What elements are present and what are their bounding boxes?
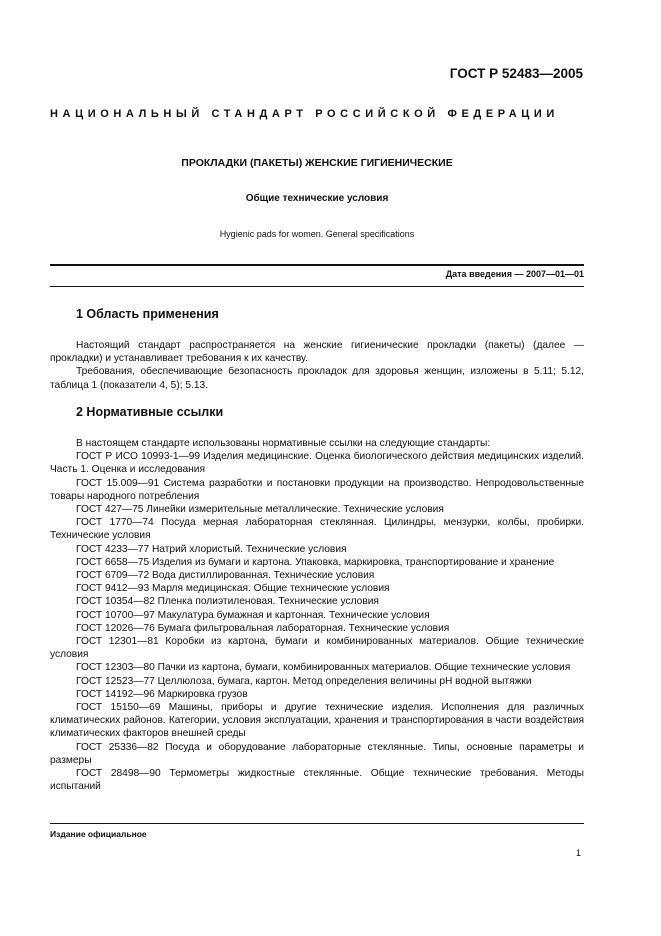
page-number: 1 [575, 848, 581, 858]
reference-item: ГОСТ 427—75 Линейки измерительные металлические. Технические условия [76, 504, 444, 516]
introduction-date: Дата введения — 2007—01—01 [445, 269, 584, 279]
section-2-heading: 2 Нормативные ссылки [76, 405, 224, 419]
reference-item: ГОСТ 15150—69 Машины, приборы и другие технические изделия. Исполнения для различных климатических районов. Категории, условия эксплуатации, хранения и транспортирования в части воздействия климатических факторов внешней среды [50, 702, 584, 740]
reference-item: ГОСТ 12303—80 Пачки из картона, бумаги, комбинированных материалов. Общие технические условия [76, 662, 571, 674]
reference-item: ГОСТ 28498—90 Термометры жидкостные стеклянные. Общие технические требования. Методы испытаний [50, 768, 584, 793]
official-edition-label: Издание официальное [50, 829, 147, 839]
reference-item: ГОСТ 12026—76 Бумага фильтровальная лабораторная. Технические условия [76, 622, 450, 634]
document-code: ГОСТ Р 52483—2005 [449, 66, 583, 81]
document-title: ПРОКЛАДКИ (ПАКЕТЫ) ЖЕНСКИЕ ГИГИЕНИЧЕСКИЕ [181, 157, 453, 169]
reference-item: ГОСТ 9412—93 Марля медицинская. Общие технические условия [76, 583, 390, 595]
reference-item: ГОСТ 6658—75 Изделия из бумаги и картона. Упаковка, маркировка, транспортирование и хранение [76, 556, 555, 568]
footer-rule [50, 823, 584, 824]
reference-item: ГОСТ 14192—96 Маркировка грузов [76, 688, 248, 700]
paragraph: Настоящий стандарт распространяется на женские гигиенические прокладки (пакеты) (далее — прокладки) и устанавливает требования к их качеству. [50, 340, 584, 365]
reference-item: ГОСТ 25336—82 Посуда и оборудование лабораторные стеклянные. Типы, основные параметры и размеры [50, 741, 584, 766]
document-subtitle: Общие технические условия [245, 193, 389, 204]
reference-item: ГОСТ 4233—77 Натрий хлористый. Технические условия [76, 543, 347, 555]
reference-item: ГОСТ 12301—81 Коробки из картона, бумаги и комбинированных материалов. Общие технические условия [50, 636, 584, 661]
section-1-heading: 1 Область применения [76, 307, 219, 321]
national-standard-banner: НАЦИОНАЛЬНЫЙ СТАНДАРТ РОССИЙСКОЙ ФЕДЕРАЦИИ [50, 108, 559, 120]
reference-item: ГОСТ 15.009—91 Система разработки и постановки продукции на производство. Непродовольственные товары народного потребления [50, 477, 584, 502]
reference-item: ГОСТ 12523—77 Целлюлоза, бумага, картон. Метод определения величины pH водной вытяжки [76, 675, 532, 687]
reference-item: ГОСТ 10700—97 Макулатура бумажная и картонная. Технические условия [76, 609, 430, 621]
reference-item: ГОСТ 10354—82 Пленка полиэтиленовая. Технические условия [76, 596, 379, 608]
reference-item: ГОСТ Р ИСО 10993-1—99 Изделия медицинские. Оценка биологического действия медицинских изделий. Часть 1. Оценка и исследования [50, 451, 584, 476]
english-title: Hygienic pads for women. General specifications [219, 229, 415, 239]
paragraph: В настоящем стандарте использованы нормативные ссылки на следующие стандарты: [76, 438, 491, 449]
date-rule [50, 286, 584, 287]
reference-item: ГОСТ 1770—74 Посуда мерная лабораторная стеклянная. Цилиндры, мензурки, колбы, пробирки. Технические условия [50, 517, 584, 542]
section-1-body [50, 339, 584, 392]
section-2-body [50, 437, 584, 793]
reference-item: ГОСТ 6709—72 Вода дистиллированная. Технические условия [76, 570, 375, 582]
paragraph: Требования, обеспечивающие безопасность прокладок для здоровья женщин, изложены в 5.11; 5.12, таблица 1 (показатели 4, 5); 5.13. [50, 366, 584, 391]
header-rule [50, 264, 584, 266]
